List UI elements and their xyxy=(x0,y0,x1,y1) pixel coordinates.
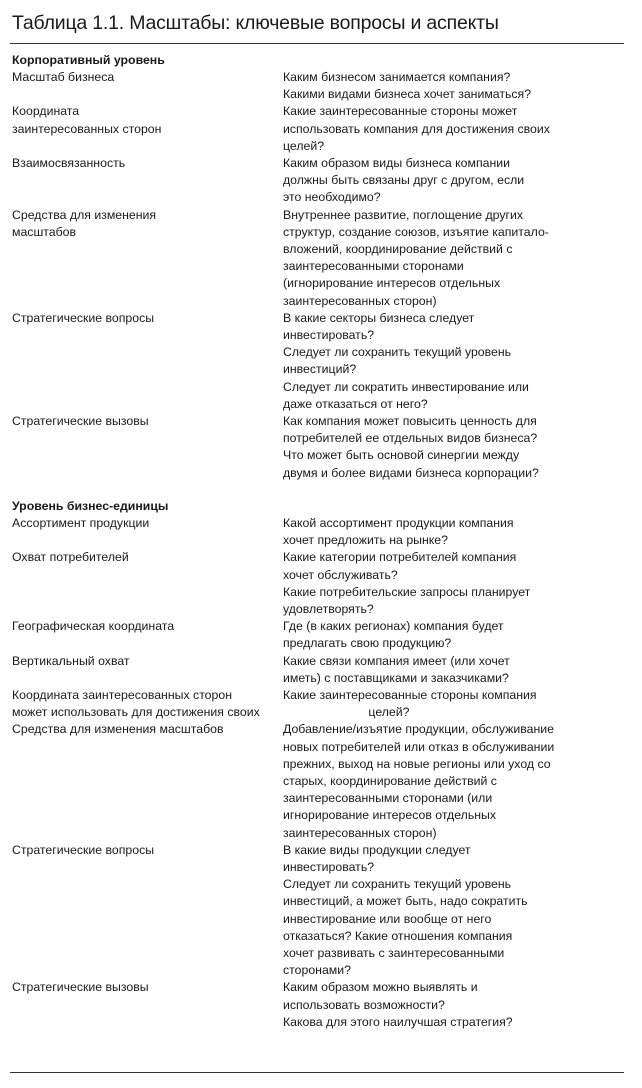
aspect-cell: Средства для изменения масштабов xyxy=(12,722,224,737)
table-row xyxy=(12,687,612,721)
table-row xyxy=(12,549,612,618)
question-cell: Каким образом виды бизнеса компании должны быть связаны друг с другом, если это необходимо? xyxy=(283,156,525,205)
question-cell: Как компания может повысить ценность для потребителей ее отдельных видов бизнеса? Что может быть основой синергии между двумя и более видами бизнеса корпорации? xyxy=(283,414,539,480)
aspect-cell: Стратегические вопросы xyxy=(12,310,155,325)
aspect-cell: Вертикальный охват xyxy=(12,653,130,668)
question-cell: Какие связи компания имеет (или хочет иметь) с поставщиками и заказчиками? xyxy=(283,653,510,685)
table-row xyxy=(12,69,612,103)
table-title: Таблица 1.1. Масштабы: ключевые вопросы и аспекты xyxy=(12,12,499,34)
question-cell: Внутреннее развитие, поглощение других структур, создание союзов, изъятие капитало- вложений, координирование действий с заинтересованными сторонами (игнорирование интересов отдельных заинтересованных сторон) xyxy=(283,207,549,308)
section-heading: Корпоративный уровень xyxy=(12,53,165,67)
aspect-cell: Стратегические вызовы xyxy=(12,414,149,429)
aspect-cell: Ассортимент продукции xyxy=(12,516,150,530)
question-cell: Какие категории потребителей компания хочет обслуживать? Какие потребительские запросы планирует удовлетворять? xyxy=(283,550,531,617)
section-heading: Уровень бизнес-единицы xyxy=(12,499,169,513)
question-cell: Какие заинтересованные стороны может использовать компания для достижения своих целей? xyxy=(283,104,550,153)
aspect-cell: Стратегические вопросы xyxy=(12,842,155,857)
question-cell: Где (в каких регионах) компания будет предлагать свою продукцию? xyxy=(283,619,504,651)
table-row xyxy=(12,618,612,652)
table-row xyxy=(12,515,612,549)
table-row xyxy=(12,207,612,310)
table-row xyxy=(12,413,612,482)
aspect-cell: Координата заинтересованных сторон может использовать для достижения своих xyxy=(12,688,260,720)
question-cell: В какие секторы бизнеса следует инвестировать? Следует ли сохранить текущий уровень инвестиций? Следует ли сократить инвестирование или даже отказаться от него? xyxy=(283,310,529,411)
table-row xyxy=(12,721,612,841)
question-cell: Каким бизнесом занимается компания? Какими видами бизнеса хочет заниматься? xyxy=(283,70,532,102)
table-row xyxy=(12,842,612,980)
question-cell: Какие заинтересованные стороны компания целей? xyxy=(283,688,537,720)
question-cell: Добавление/изъятие продукции, обслуживание новых потребителей или отказ в обслуживании прежних, выход на новые регионы или уход со старых, координирование действий с заинтересованными сторонами (или игнорирование интересов отдельных заинтересованных сторон) xyxy=(283,722,555,840)
table-row xyxy=(12,155,612,207)
aspect-cell: Средства для изменения масштабов xyxy=(12,207,157,239)
question-cell: Какой ассортимент продукции компания хочет предложить на рынке? xyxy=(283,516,514,548)
aspect-cell: Стратегические вызовы xyxy=(12,980,149,995)
bottom-rule xyxy=(10,1072,624,1073)
aspect-cell: Географическая координата xyxy=(12,619,175,634)
aspect-cell: Взаимосвязанность xyxy=(12,156,126,171)
aspect-cell: Масштаб бизнеса xyxy=(12,70,115,84)
table-row xyxy=(12,979,612,1031)
question-cell: В какие виды продукции следует инвестировать? Следует ли сохранить текущий уровень инвестиций, а может быть, надо сократить инвестирование или вообще от него отказаться? Какие отношения компания хочет развивать с заинтересованными сторонами? xyxy=(283,842,528,978)
aspect-cell: Охват потребителей xyxy=(12,550,129,565)
section-corporate xyxy=(12,52,612,482)
top-rule xyxy=(10,43,624,44)
table-row xyxy=(12,310,612,413)
table-row xyxy=(12,103,612,155)
aspect-cell: Координата заинтересованных сторон xyxy=(12,104,162,136)
section-business-unit xyxy=(12,498,612,1031)
question-cell: Каким образом можно выявлять и использовать возможности? Какова для этого наилучшая стратегия? xyxy=(283,980,513,1029)
table-row xyxy=(12,653,612,687)
